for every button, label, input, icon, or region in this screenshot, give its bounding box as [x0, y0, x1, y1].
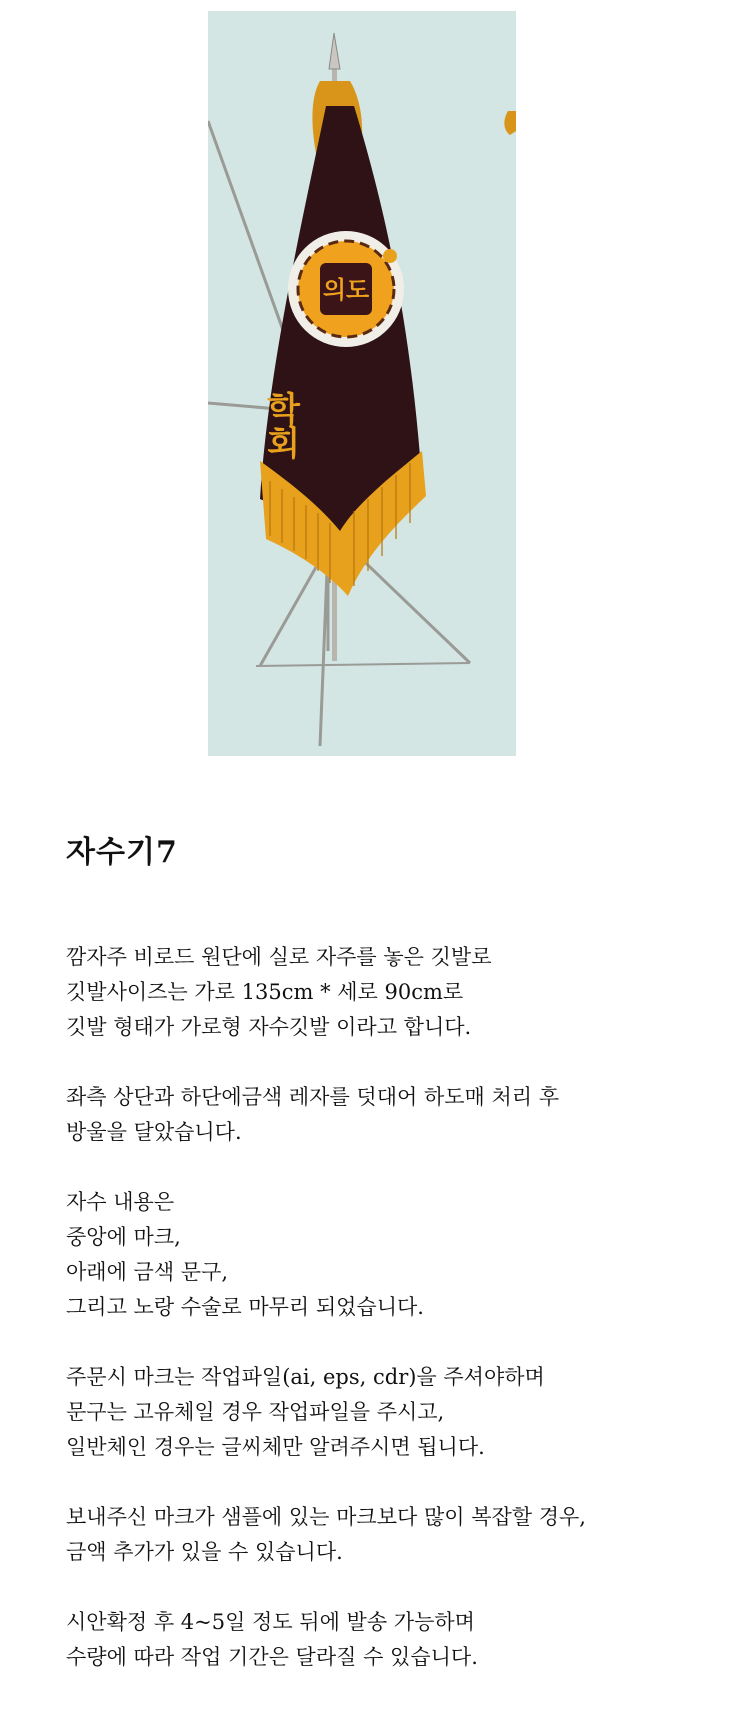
- description-line: 주문시 마크는 작업파일(ai, eps, cdr)을 주셔야하며: [66, 1365, 545, 1389]
- description-line: 방울을 달았습니다.: [66, 1120, 242, 1144]
- emblem-mark-text: 의도: [322, 276, 370, 304]
- description-line: 자수 내용은: [66, 1190, 175, 1214]
- description-paragraph: [66, 1605, 726, 1675]
- description-line: 문구는 고유체일 경우 작업파일을 주시고,: [66, 1400, 445, 1424]
- product-description: [66, 940, 726, 1710]
- description-line: 아래에 금색 문구,: [66, 1260, 229, 1284]
- description-line: 금액 추가가 있을 수 있습니다.: [66, 1540, 343, 1564]
- description-line: 깃발사이즈는 가로 135cm * 세로 90cm로: [66, 980, 464, 1004]
- description-line: 깃발 형태가 가로형 자수깃발 이라고 합니다.: [66, 1015, 472, 1039]
- description-line: 보내주신 마크가 샘플에 있는 마크보다 많이 복잡할 경우,: [66, 1505, 586, 1529]
- flag-emblem: [288, 231, 404, 347]
- flag-caption-text: 학회: [260, 391, 300, 459]
- description-paragraph: [66, 1360, 726, 1465]
- description-line: 중앙에 마크,: [66, 1225, 181, 1249]
- description-paragraph: [66, 1500, 726, 1570]
- product-photo: [208, 11, 516, 756]
- description-line: 깜자주 비로드 원단에 실로 자주를 놓은 깃발로: [66, 945, 492, 969]
- description-line: 시안확정 후 4~5일 정도 뒤에 발송 가능하며: [66, 1610, 475, 1634]
- description-line: 일반체인 경우는 글씨체만 알려주시면 됩니다.: [66, 1435, 485, 1459]
- description-paragraph: [66, 1080, 726, 1150]
- description-line: 그리고 노랑 수술로 마무리 되었습니다.: [66, 1295, 424, 1319]
- description-line: 좌측 상단과 하단에금색 레자를 덧대어 하도매 처리 후: [66, 1085, 560, 1109]
- description-paragraph: [66, 940, 726, 1045]
- product-title: 자수기7: [66, 835, 178, 870]
- embroidered-flag-illustration: [208, 11, 516, 756]
- description-paragraph: [66, 1185, 726, 1325]
- description-line: 수량에 따라 작업 기간은 달라질 수 있습니다.: [66, 1645, 478, 1669]
